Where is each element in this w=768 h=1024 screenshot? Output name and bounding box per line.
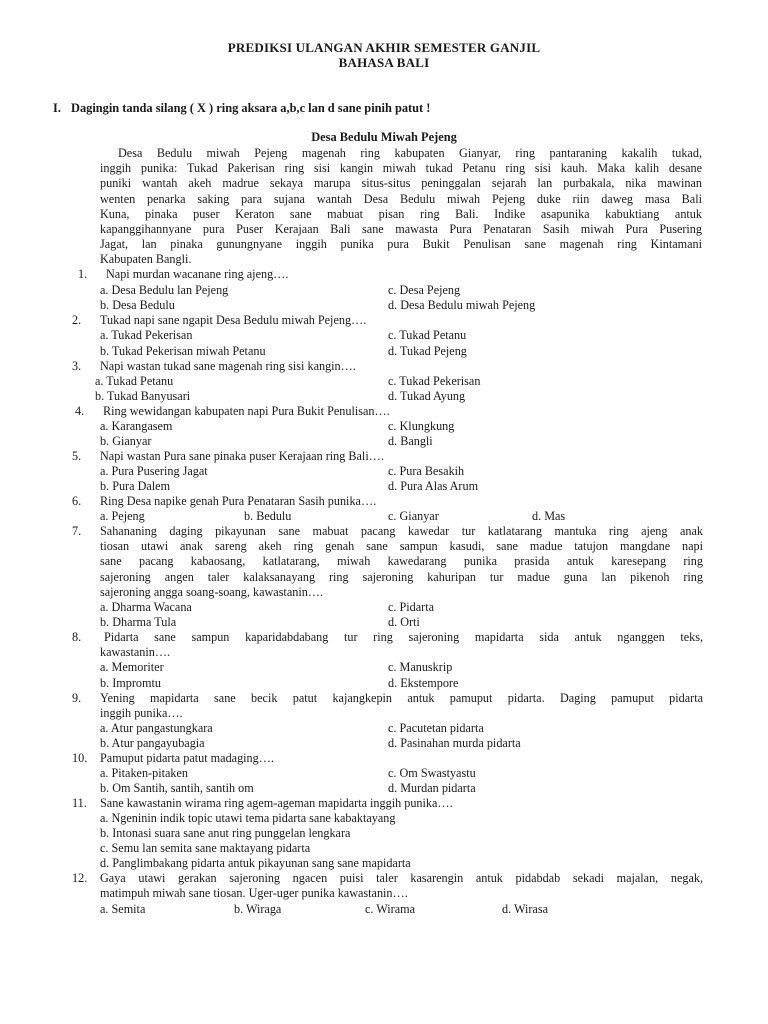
option-b[interactable]: b. Gianyar xyxy=(100,434,152,448)
question-line: matimpuh miwah sane tiosan. Uger-uger punika kawastanin…. xyxy=(100,886,408,901)
option-a[interactable]: a. Semita xyxy=(100,902,146,916)
document-subtitle: BAHASA BALI xyxy=(338,55,430,70)
question-text: Sane kawastanin wirama ring agem-ageman mapidarta inggih punika…. xyxy=(100,796,453,810)
question-line: Sahananing daging pikayunan sane mabuat pacang kawedar tur katlatarang mantuka ring ajeng anak xyxy=(100,524,703,538)
question-7-text xyxy=(100,524,703,600)
question-3 xyxy=(72,359,356,374)
question-6 xyxy=(72,494,376,509)
question-number: 3. xyxy=(72,359,82,373)
question-number: 4. xyxy=(75,404,85,418)
option-c[interactable]: c. Klungkung xyxy=(388,419,455,433)
question-2 xyxy=(72,313,366,328)
question-text: Ring wewidangan kabupaten napi Pura Bukit Penulisan…. xyxy=(103,404,390,418)
option-b[interactable]: b. Atur pangayubagia xyxy=(100,736,205,750)
option-b[interactable]: b. Impromtu xyxy=(100,676,161,690)
option-a[interactable]: a. Desa Bedulu lan Pejeng xyxy=(100,283,229,297)
question-line: Yening mapidarta sane becik patut kajangkepin antuk pamuput pidarta. Daging pamuput pidarta xyxy=(100,691,703,705)
question-text: Tukad napi sane ngapit Desa Bedulu miwah Pejeng…. xyxy=(100,313,367,327)
option-c[interactable]: c. Wirama xyxy=(365,902,416,916)
question-line: Pidarta sane sampun kaparidabdabang tur ring sajeroning mapidarta sida antuk nganggen teks, xyxy=(104,630,703,644)
question-text: Napi wastan tukad sane magenah ring sisi kangin…. xyxy=(100,359,356,373)
question-10 xyxy=(72,751,274,766)
option-a[interactable]: a. Tukad Pekerisan xyxy=(100,328,193,342)
option-d[interactable]: d. Orti xyxy=(388,615,420,629)
option-c[interactable]: c. Desa Pejeng xyxy=(388,283,461,297)
question-text: Ring Desa napike genah Pura Penataran Sasih punika…. xyxy=(100,494,377,508)
option-b[interactable]: b. Tukad Banyusari xyxy=(95,389,191,403)
question-number: 10. xyxy=(72,751,88,765)
option-d[interactable]: d. Tukad Pejeng xyxy=(388,344,467,358)
reading-line: puniki wantah akeh madrue sekaya marupa situs-situs peninggalan sejarah lan purbakala, nika mawinan xyxy=(100,176,702,191)
question-12-number: 12. xyxy=(72,871,88,885)
option-c[interactable]: c. Tukad Pekerisan xyxy=(388,374,481,388)
option-d[interactable]: d. Mas xyxy=(532,509,566,523)
question-line: Gaya utawi gerakan sajeroning ngacen puisi taler kasarengin antuk pidabdab sekadi majalan, negak, xyxy=(100,871,703,885)
option-c[interactable]: c. Gianyar xyxy=(388,509,439,523)
instruction-number: I. xyxy=(53,101,61,115)
option-b[interactable]: b. Desa Bedulu xyxy=(100,298,175,312)
question-4 xyxy=(75,404,390,419)
question-11 xyxy=(72,796,453,811)
question-number: 2. xyxy=(72,313,82,327)
question-number: 5. xyxy=(72,449,82,463)
option-d[interactable]: d. Ekstempore xyxy=(388,676,459,690)
option-a[interactable]: a. Tukad Petanu xyxy=(95,374,174,388)
question-5 xyxy=(72,449,384,464)
question-7-number: 7. xyxy=(72,524,82,538)
question-line: sane pacang kabaosang, katlatarang, miwah kawedarang punika prasida antuk karesepang ring xyxy=(100,554,703,569)
question-9-number: 9. xyxy=(72,691,82,705)
instruction-text: Dagingin tanda silang ( X ) ring aksara a,b,c lan d sane pinih patut ! xyxy=(71,101,431,115)
option-a[interactable]: a. Memoriter xyxy=(100,660,164,674)
question-line: sajeroning angen taler kalaksanayang ring sajeroning kahuripan tur madue guna lan pikenoh ring xyxy=(100,569,703,584)
question-number: 1. xyxy=(78,267,88,281)
option-c[interactable]: c. Manuskrip xyxy=(388,660,453,674)
question-text: Pamuput pidarta patut madaging…. xyxy=(100,751,274,765)
reading-line: Kabupaten Bangli. xyxy=(100,252,192,267)
option-a[interactable]: a. Pura Pusering Jagat xyxy=(100,464,208,478)
question-number: 11. xyxy=(72,796,87,810)
option-a[interactable]: a. Ngeninin indik topic utawi tema pidarta sane kabaktayang xyxy=(100,811,396,825)
option-d[interactable]: d. Panglimbakang pidarta antuk pikayunan sang sane mapidarta xyxy=(100,856,411,870)
instruction xyxy=(53,101,430,116)
option-a[interactable]: a. Pitaken-pitaken xyxy=(100,766,188,780)
option-a[interactable]: a. Dharma Wacana xyxy=(100,600,192,614)
reading-title: Desa Bedulu Miwah Pejeng xyxy=(311,130,457,144)
question-line: kawastanin…. xyxy=(100,645,171,660)
option-c[interactable]: c. Pacutetan pidarta xyxy=(388,721,484,735)
question-12-text xyxy=(100,871,703,901)
option-d[interactable]: d. Desa Bedulu miwah Pejeng xyxy=(388,298,536,312)
option-c[interactable]: c. Pidarta xyxy=(388,600,435,614)
option-c[interactable]: c. Tukad Petanu xyxy=(388,328,467,342)
option-d[interactable]: d. Tukad Ayung xyxy=(388,389,466,403)
question-8-number: 8. xyxy=(72,630,82,644)
question-9-text xyxy=(100,691,703,721)
question-1 xyxy=(78,267,288,282)
document-title: PREDIKSI ULANGAN AKHIR SEMESTER GANJIL xyxy=(227,40,541,55)
reading-line: Desa Bedulu miwah Pejeng magenah ring kabupaten Gianyar, ring pantaraning kakalih tukad, xyxy=(118,146,702,160)
question-line: sajeroning angga soang-soang, kawastanin…. xyxy=(100,584,324,599)
question-line: inggih punika…. xyxy=(100,706,183,721)
reading-passage xyxy=(100,146,702,268)
option-b[interactable]: b. Bedulu xyxy=(244,509,292,523)
option-d[interactable]: d. Wirasa xyxy=(502,902,548,916)
option-b[interactable]: b. Pura Dalem xyxy=(100,479,171,493)
option-c[interactable]: c. Pura Besakih xyxy=(388,464,465,478)
question-text: Napi murdan wacanane ring ajeng…. xyxy=(106,267,289,281)
option-b[interactable]: b. Dharma Tula xyxy=(100,615,177,629)
option-b[interactable]: b. Tukad Pekerisan miwah Petanu xyxy=(100,344,266,358)
option-b[interactable]: b. Intonasi suara sane anut ring punggelan lengkara xyxy=(100,826,351,840)
option-a[interactable]: a. Karangasem xyxy=(100,419,173,433)
option-b[interactable]: b. Wiraga xyxy=(234,902,282,916)
reading-line: wenten penarka saking para sujana wantah Desa Bedulu miwah Pejeng duke riin daweg masa Bali xyxy=(100,191,702,206)
option-c[interactable]: c. Semu lan semita sane maktayang pidarta xyxy=(100,841,311,855)
option-a[interactable]: a. Pejeng xyxy=(100,509,145,523)
option-d[interactable]: d. Murdan pidarta xyxy=(388,781,476,795)
question-number: 6. xyxy=(72,494,82,508)
option-d[interactable]: d. Bangli xyxy=(388,434,433,448)
reading-line: inggih punika: Tukad Pakerisan ring sisi kangin miwah tukad Petanu ring sisi kauh. Maka kalih desane xyxy=(100,161,702,176)
option-b[interactable]: b. Om Santih, santih, santih om xyxy=(100,781,254,795)
reading-line: kapanggihannyane pura Puser Kerajaan Bali sane mawasta Pura Penataran Sasih miwah Pura Pusering xyxy=(100,222,702,237)
question-8-text xyxy=(100,630,703,660)
question-text: Napi wastan Pura sane pinaka puser Kerajaan ring Bali…. xyxy=(100,449,384,463)
reading-line: Kuna, pinaka puser Keraton sane mabuat pisan ring Bali. Indike asapunika kabuktiang antuk xyxy=(100,206,702,221)
option-d[interactable]: d. Pura Alas Arum xyxy=(388,479,479,493)
question-line: tiosan utawi anak sareng akeh ring genah sane sampun kasudi, sane madue tatujon mangdane napi xyxy=(100,539,703,554)
reading-line: Jagat, lan pinaka gunungnyane inggih punika pura Bukit Penulisan sane magenah ring Kintamani xyxy=(100,237,702,252)
option-a[interactable]: a. Atur pangastungkara xyxy=(100,721,213,735)
option-c[interactable]: c. Om Swastyastu xyxy=(388,766,476,780)
option-d[interactable]: d. Pasinahan murda pidarta xyxy=(388,736,521,750)
